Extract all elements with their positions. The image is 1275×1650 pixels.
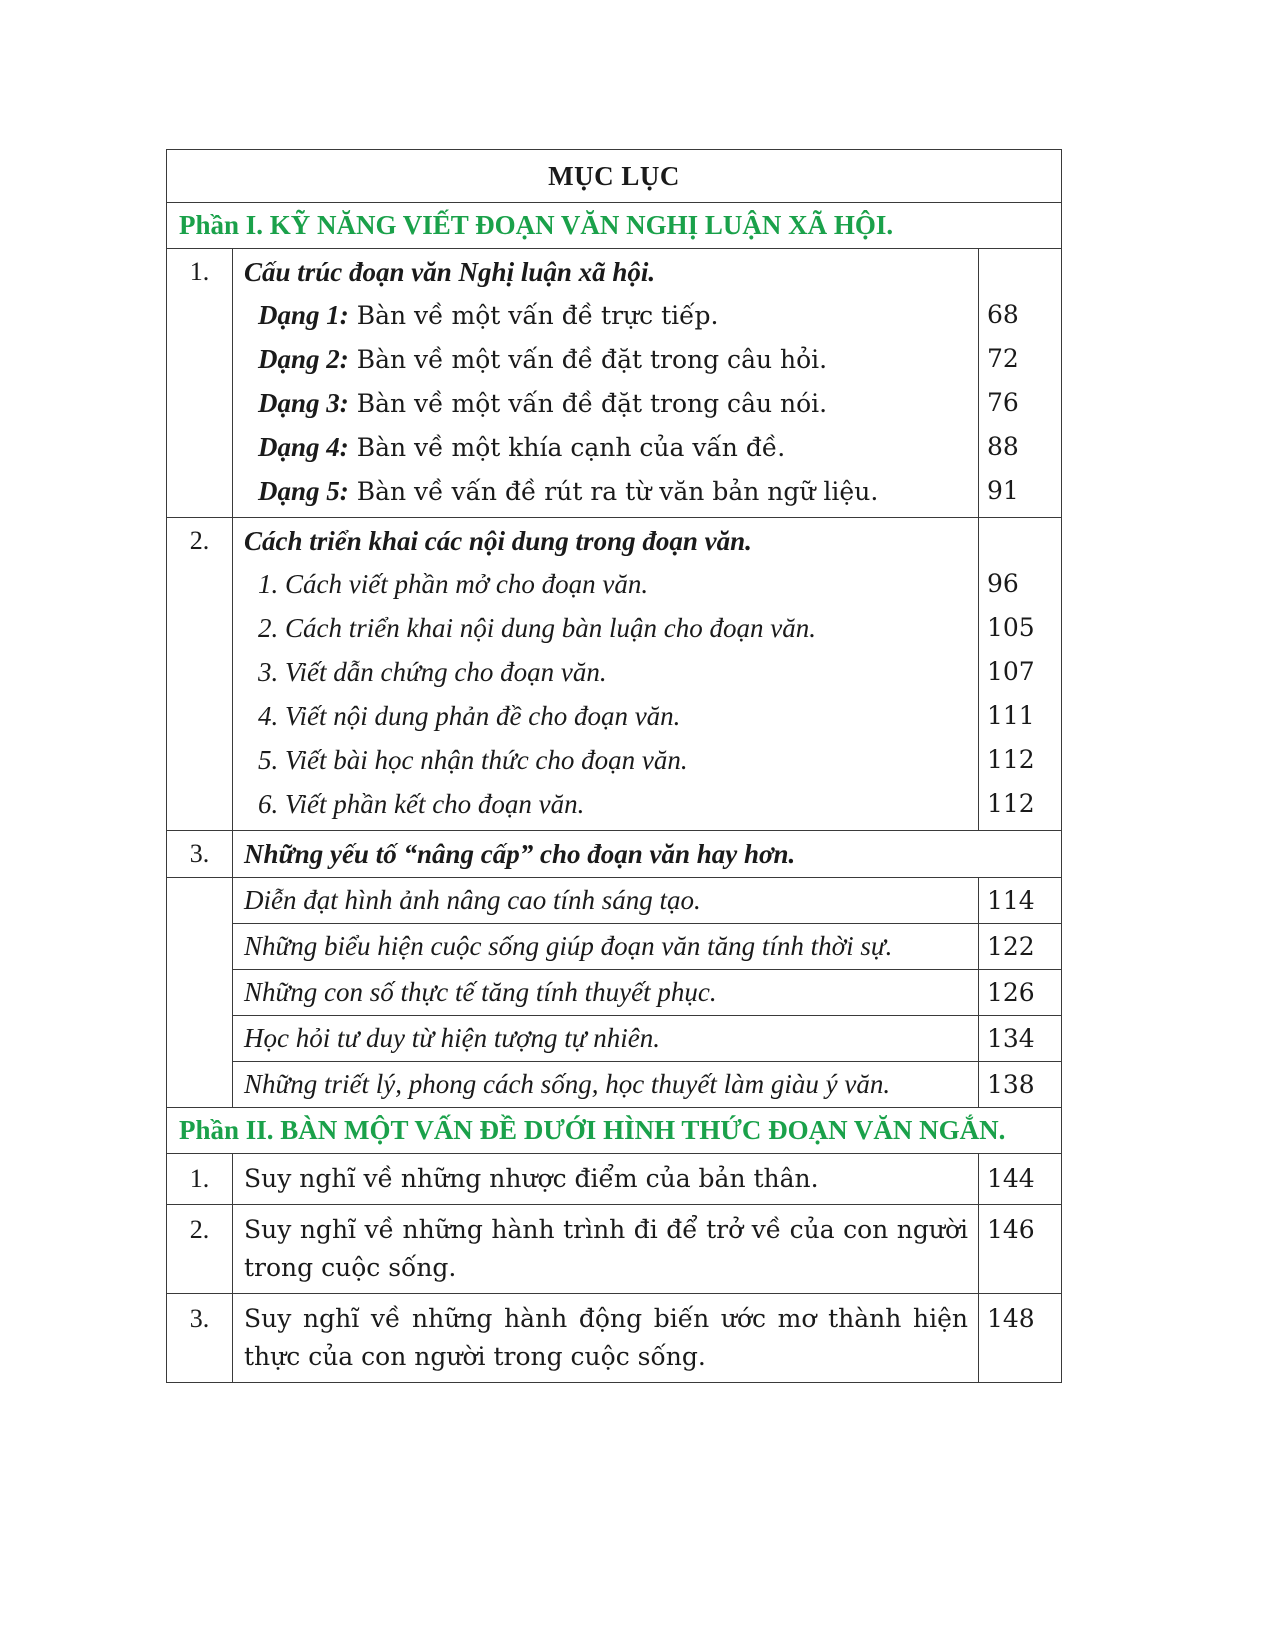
page-number: 96 — [987, 569, 1019, 598]
page-number: 107 — [987, 657, 1035, 686]
toc-row[interactable] — [167, 1154, 1062, 1205]
section-title: Những yếu tố “nâng cấp” cho đoạn văn hay hơn. — [233, 831, 1062, 878]
toc-title: MỤC LỤC — [167, 150, 1062, 203]
table-of-contents — [166, 149, 1062, 1383]
toc-entry[interactable]: Những triết lý, phong cách sống, học thuyết làm giàu ý văn. — [233, 1062, 979, 1108]
part2-heading: Phần II. BÀN MỘT VẤN ĐỀ DƯỚI HÌNH THỨC ĐOẠN VĂN NGẮN. — [167, 1108, 1062, 1154]
entry-label: Dạng 5: — [258, 476, 349, 506]
toc-row[interactable] — [167, 878, 1062, 924]
blank-cell — [167, 878, 233, 1108]
toc-entry[interactable] — [233, 425, 978, 469]
toc-entry[interactable]: Học hỏi tư duy từ hiện tượng tự nhiên. — [233, 1016, 979, 1062]
page-number: 112 — [987, 745, 1035, 774]
toc-entry[interactable]: Suy nghĩ về những hành động biến ước mơ thành hiện thực của con người trong cuộc sống. — [233, 1294, 979, 1383]
toc-row[interactable] — [167, 1294, 1062, 1383]
entry-label: Dạng 1: — [258, 300, 349, 330]
page-number: 146 — [979, 1205, 1062, 1294]
page-number: 144 — [979, 1154, 1062, 1205]
toc-entry[interactable]: Những con số thực tế tăng tính thuyết phục. — [233, 970, 979, 1016]
toc-entry[interactable] — [233, 469, 978, 513]
page-number: 111 — [987, 701, 1035, 730]
page-number: 91 — [987, 476, 1019, 505]
section-3 — [167, 831, 1062, 878]
page-number: 72 — [987, 344, 1019, 373]
entry-label: Dạng 4: — [258, 432, 349, 462]
toc-entry[interactable]: 2. Cách triển khai nội dung bàn luận cho đoạn văn. — [258, 613, 816, 643]
page-number: 126 — [979, 970, 1062, 1016]
toc-row[interactable] — [167, 1016, 1062, 1062]
toc-entry[interactable]: 5. Viết bài học nhận thức cho đoạn văn. — [258, 745, 688, 775]
page-number: 68 — [987, 300, 1019, 329]
item-number: 2. — [167, 1205, 233, 1294]
toc-entry[interactable] — [233, 337, 978, 381]
entry-label: Dạng 2: — [258, 344, 349, 374]
entry-text: Bàn về một vấn đề trực tiếp. — [348, 301, 719, 330]
toc-entry[interactable]: 6. Viết phần kết cho đoạn văn. — [258, 789, 585, 819]
section-number: 2. — [167, 518, 233, 831]
page-number: 88 — [987, 432, 1019, 461]
toc-entry[interactable] — [233, 293, 978, 337]
page-number: 112 — [987, 789, 1035, 818]
page-number: 114 — [979, 878, 1062, 924]
entry-text: Bàn về một vấn đề đặt trong câu nói. — [348, 389, 828, 418]
entry-text: Bàn về một vấn đề đặt trong câu hỏi. — [348, 345, 828, 374]
entry-text: Bàn về vấn đề rút ra từ văn bản ngữ liệu. — [348, 477, 879, 506]
item-number: 3. — [167, 1294, 233, 1383]
section-title: Cách triển khai các nội dung trong đoạn văn. — [244, 526, 752, 556]
toc-entry[interactable]: Suy nghĩ về những hành trình đi để trở về của con người trong cuộc sống. — [233, 1205, 979, 1294]
toc-entry[interactable]: 3. Viết dẫn chứng cho đoạn văn. — [258, 657, 607, 687]
entry-text: Bàn về một khía cạnh của vấn đề. — [348, 433, 786, 462]
page-number: 134 — [979, 1016, 1062, 1062]
toc-row[interactable] — [167, 970, 1062, 1016]
page-number: 76 — [987, 388, 1019, 417]
page-number: 105 — [987, 613, 1035, 642]
toc-entry[interactable]: Những biểu hiện cuộc sống giúp đoạn văn tăng tính thời sự. — [233, 924, 979, 970]
toc-entry[interactable]: Diễn đạt hình ảnh nâng cao tính sáng tạo. — [233, 878, 979, 924]
item-number: 1. — [167, 1154, 233, 1205]
toc-entry[interactable]: Suy nghĩ về những nhược điểm của bản thân. — [233, 1154, 979, 1205]
page-number: 122 — [979, 924, 1062, 970]
section-2 — [167, 518, 1062, 831]
page-number: 148 — [979, 1294, 1062, 1383]
toc-entry[interactable] — [233, 381, 978, 425]
toc-row[interactable] — [167, 924, 1062, 970]
toc-entry[interactable]: 4. Viết nội dung phản đề cho đoạn văn. — [258, 701, 681, 731]
toc-row[interactable] — [167, 1205, 1062, 1294]
entry-label: Dạng 3: — [258, 388, 349, 418]
section-title: Cấu trúc đoạn văn Nghị luận xã hội. — [244, 257, 656, 287]
toc-row[interactable] — [167, 1062, 1062, 1108]
section-number: 1. — [167, 249, 233, 518]
section-number: 3. — [167, 831, 233, 878]
section-1 — [167, 249, 1062, 518]
toc-entry[interactable]: 1. Cách viết phần mở cho đoạn văn. — [258, 569, 649, 599]
part1-heading: Phần I. KỸ NĂNG VIẾT ĐOẠN VĂN NGHỊ LUẬN XÃ HỘI. — [167, 203, 1062, 249]
page-number: 138 — [979, 1062, 1062, 1108]
